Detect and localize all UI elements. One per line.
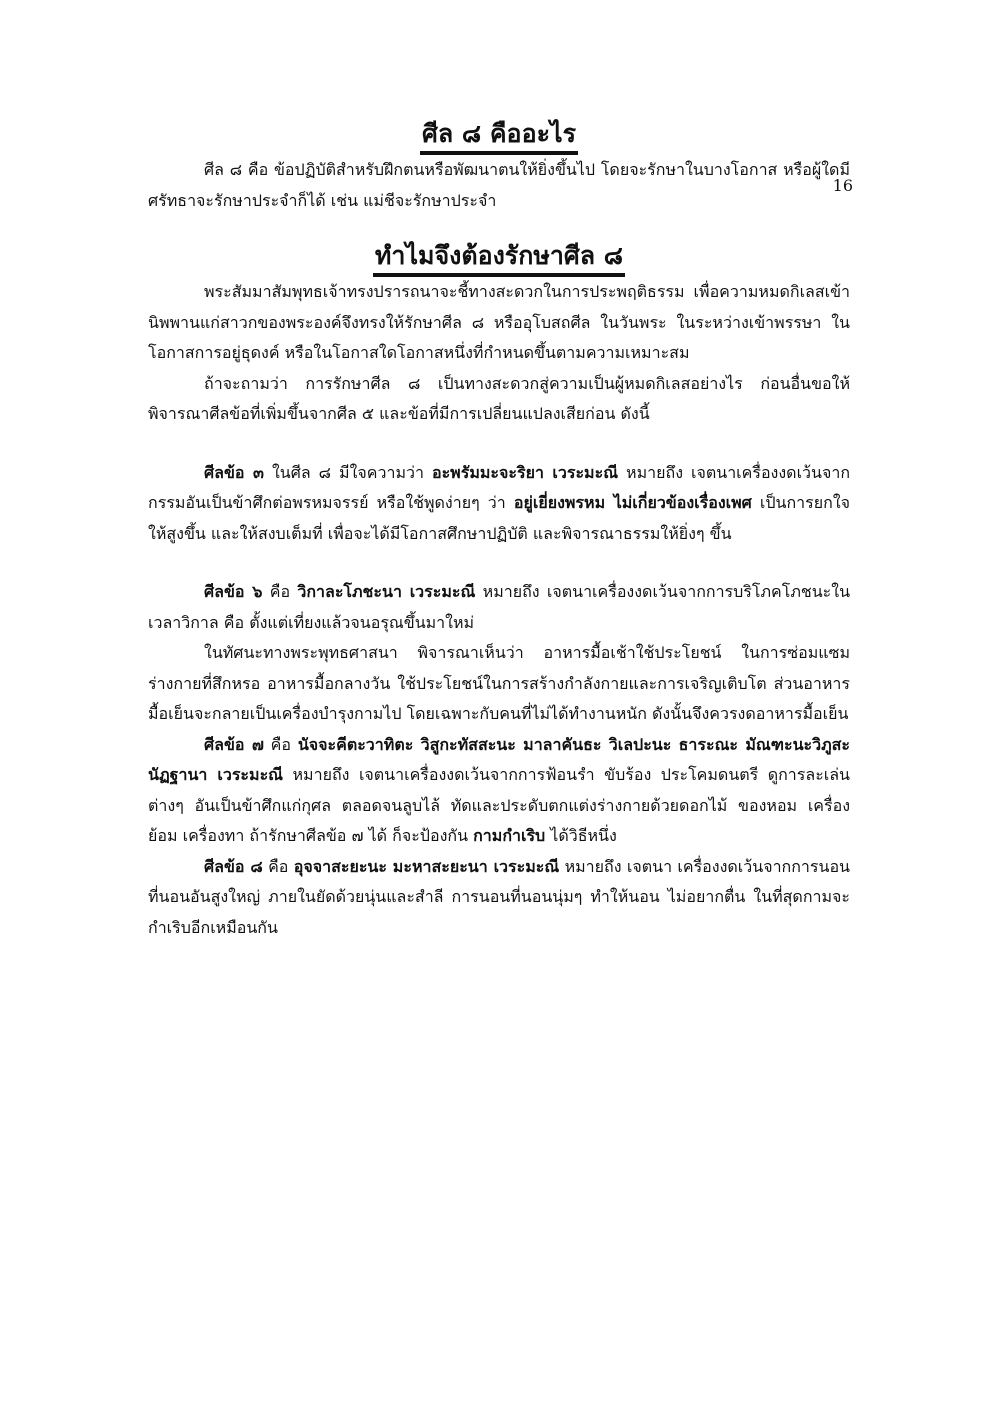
page-number: 16 <box>832 176 853 195</box>
paragraph-text: หมายถึง เจตนาเครื่องงดเว้นจากการบริโภคโภชนะในเวลาวิกาล คือ ตั้งแต่เที่ยงแล้วจนอรุณขึ้นมาใหม่ <box>148 582 851 632</box>
section-heading-wrap <box>148 118 850 155</box>
precept-label: ศีลข้อ ๓ <box>204 462 264 482</box>
paragraph-text: หมายถึง เจตนาเครื่องงดเว้นจากการฟ้อนรำ ขับร้อง ประโคมดนตรี ดูการละเล่นต่างๆ อันเป็นข้าศึกแก่กุศล ตลอดจนลูบไล้ ทัดและประดับตกแต่งร่างกายด้วยดอกไม้ ของหอม เครื่องย้อม เครื่องทา ถ้ารักษาศีลข้อ ๗ ได้ ก็จะป้องกัน <box>148 765 850 845</box>
paragraph-text: ในศีล ๘ มีใจความว่า <box>263 462 432 482</box>
paragraph-precept-6-explanation: ในทัศนะทางพระพุทธศาสนา พิจารณาเห็นว่า อาหารมื้อเช้าใช้ประโยชน์ ในการซ่อมแซมร่างกายที่สึกหรอ อาหารมื้อกลางวัน ใช้ประโยชน์ในการสร้างกำลังกายและการเจริญเติบโต ส่วนอาหารมื้อเย็นจะกลายเป็นเครื่องบำรุงกามไป โดยเฉพาะกับคนที่ไม่ได้ทำงานหนัก ดังนั้นจึงควรงดอาหารมื้อเย็น <box>148 643 850 723</box>
paragraph-text: หมายถึง เจตนาเครื่องงดเว้นจากกรรมอันเป็นข้าศึกต่อพรหมจรรย์ หรือใช้พูดง่ายๆ ว่า <box>148 462 851 512</box>
paragraph-reason: พระสัมมาสัมพุทธเจ้าทรงปรารถนาจะชี้ทางสะดวกในการประพฤติธรรม เพื่อความหมดกิเลสเข้านิพพานแก่สาวกของพระองค์จึงทรงให้รักษาศีล ๘ หรืออุโบสถศีล ในวันพระ ในระหว่างเข้าพรรษา ในโอกาสการอยู่ธุดงค์ หรือในโอกาสใดโอกาสหนึ่งที่กำหนดขึ้นตามความเหมาะสม <box>148 282 850 362</box>
emphasis-text: อยู่เยี่ยงพรหม ไม่เกี่ยวข้องเรื่องเพศ <box>513 493 752 512</box>
paragraph-text: คือ <box>262 856 294 876</box>
document-page <box>0 118 1000 1412</box>
precept-label: ศีลข้อ ๗ <box>204 734 264 754</box>
emphasis-text: กามกำเริบ <box>473 826 546 845</box>
section-heading-wrap <box>148 240 850 277</box>
section-heading-what-is-8-precepts: ศีล ๘ คืออะไร <box>420 118 578 155</box>
pali-term: อะพรัมมะจะริยา เวระมะณี <box>431 462 619 482</box>
pali-term: อุจจาสะยะนะ มะหาสะยะนา เวระมะณี <box>293 856 560 876</box>
paragraph-definition: ศีล ๘ คือ ข้อปฏิบัติสำหรับฝึกตนหรือพัฒนาตนให้ยิ่งขึ้นไป โดยจะรักษาในบางโอกาส หรือผู้ใดมีศรัทธาจะรักษาประจำก็ได้ เช่น แม่ชีจะรักษาประจำ <box>148 160 850 210</box>
paragraph-text: ได้วิธีหนึ่ง <box>545 826 617 845</box>
paragraph-precept-3 <box>148 458 850 550</box>
paragraph-text: เป็นการยกใจให้สูงขึ้น และให้สงบเต็มที่ เพื่อจะได้มีโอกาสศึกษาปฏิบัติ และพิจารณาธรรมให้ยิ่งๆ ขึ้น <box>148 493 851 543</box>
precept-label: ศีลข้อ ๖ <box>204 582 263 601</box>
spacer <box>148 549 850 577</box>
paragraph-text: คือ <box>262 582 298 601</box>
pali-term: นัจจะคีตะวาทิตะ วิสูกะทัสสะนะ มาลาคันธะ วิเลปะนะ ธาระณะ มัณฑะนะวิภูสะนัฏฐานา เวระมะณี <box>148 734 851 784</box>
spacer <box>148 430 850 458</box>
paragraph-question: ถ้าจะถามว่า การรักษาศีล ๘ เป็นทางสะดวกสู่ความเป็นผู้หมดกิเลสอย่างไร ก่อนอื่นขอให้พิจารณาศีลข้อที่เพิ่มขึ้นจากศีล ๕ และข้อที่มีการเปลี่ยนแปลงเสียก่อน ดังนี้ <box>148 373 850 423</box>
precept-label: ศีลข้อ ๘ <box>204 856 263 876</box>
paragraph-precept-8 <box>148 852 850 944</box>
pali-term: วิกาละโภชะนา เวระมะณี <box>297 582 476 601</box>
paragraph-precept-6 <box>148 577 850 638</box>
paragraph-text: หมายถึง เจตนา เครื่องงดเว้นจากการนอนที่นอนอันสูงใหญ่ ภายในยัดด้วยนุ่นและสำลี การนอนที่นอนนุ่มๆ ทำให้นอน ไม่อยากตื่น ในที่สุดกามจะกำเริบอีกเหมือนกัน <box>148 856 850 937</box>
paragraph-text: คือ <box>263 734 298 754</box>
section-heading-why-keep-8-precepts: ทำไมจึงต้องรักษาศีล ๘ <box>373 240 625 277</box>
paragraph-precept-7 <box>148 730 850 852</box>
